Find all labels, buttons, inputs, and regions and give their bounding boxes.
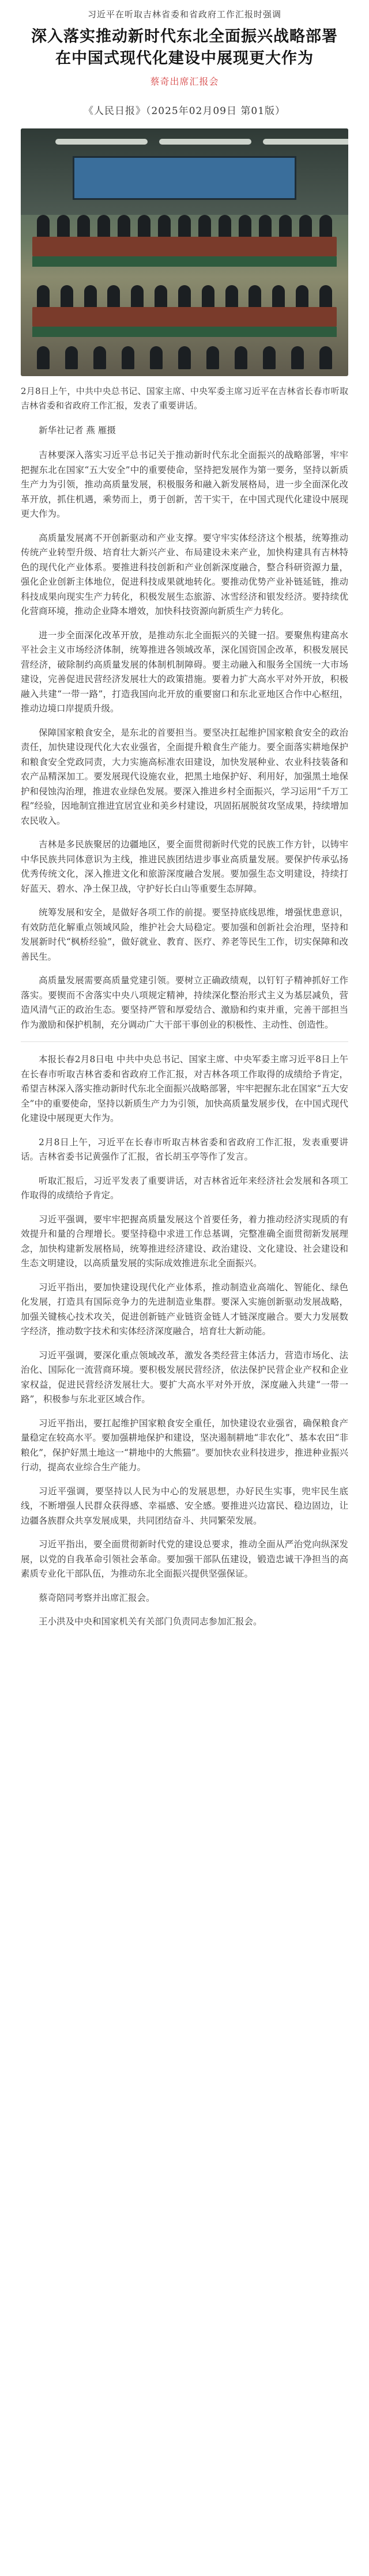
article-paragraph: 高质量发展需要高质量党建引领。要树立正确政绩观，以钉钉子精神抓好工作落实。要锲而不舍落实中央八项规定精神，持续深化整治形式主义为基层减负，营造风清气正的政治生态。要坚持严管和厚爱结合、激励和约束并重，完善干部担当作为激励和保护机制，充分调动广大干部干事创业的积极性、主动性、创造性。: [21, 975, 348, 1030]
photo-table-cloth: [32, 256, 337, 267]
article-paragraph: 习近平强调，要牢牢把握高质量发展这个首要任务，着力推动经济实现质的有效提升和量的合理增长。要坚持稳中求进工作总基调，完整准确全面贯彻新发展理念，加快构建新发展格局，统筹推进经济建设、政治建设、文化建设、社会建设和生态文明建设，以高质量发展的实际成效推进东北全面振兴。: [21, 1214, 348, 1268]
publication-source: 《人民日报》（2025年02月09日 第01版）: [83, 105, 286, 117]
article-paragraph: 进一步全面深化改革开放，是推动东北全面振兴的关键一招。要聚焦构建高水平社会主义市场经济体制，统筹推进各领域改革，深化国资国企改革，积极发展民营经济，破除制约高质量发展的体制机制障碍。要主动融入和服务全国统一大市场建设，完善促进民营经济发展壮大的政策措施。要着力扩大高水平对外开放，积极融入共建“一带一路”，打造我国向北开放的重要窗口和东北亚地区合作中心枢纽，推动边境口岸提质升级。: [21, 630, 348, 714]
article-paragraph: 保障国家粮食安全，是东北的首要担当。要坚决扛起维护国家粮食安全的政治责任，加快建设现代化大农业强省，全面提升粮食生产能力。要全面落实耕地保护和粮食安全党政同责，大力实施高标准农田建设，加快发展种业、农业科技装备和农产品精深加工。要发展现代设施农业，把黑土地保护好、利用好，加强黑土地保护和侵蚀沟治理，推进农业绿色发展。要深入推进乡村全面振兴，学习运用“千万工程”经验，因地制宜推进宜居宜业和美乡村建设，巩固拓展脱贫攻坚成果，持续增加农民收入。: [21, 727, 348, 826]
article-paragraph: 2月8日上午，习近平在长春市听取吉林省委和省政府工作汇报，发表重要讲话。吉林省委书记黄强作了汇报，省长胡玉亭等作了发言。: [21, 1137, 348, 1162]
photo-ceiling-light: [263, 139, 348, 145]
article-paragraph: 蔡奇陪同考察并出席汇报会。: [39, 1592, 155, 1603]
article-paragraph: 高质量发展离不开创新驱动和产业支撑。要守牢实体经济这个根基，统筹推动传统产业转型升级、培育壮大新兴产业、布局建设未来产业，加快构建具有吉林特色的现代化产业体系。要推进科技创新和产业创新深度融合，整合科研资源力量，强化企业创新主体地位，促进科技成果就地转化。要推动优势产业补链延链，推动科技成果向现实生产力转化，积极发展生态旅游、冰雪经济和银发经济。要持续优化营商环境，推动企业降本增效，加快科技资源向新质生产力转化。: [21, 532, 348, 616]
headline-line-1: 深入落实推动新时代东北全面振兴战略部署: [31, 28, 338, 46]
photo-ceiling-light: [159, 139, 251, 145]
photo-screen: [73, 156, 296, 200]
article-paragraph: 习近平强调，要深化重点领域改革，激发各类经营主体活力，营造市场化、法治化、国际化一流营商环境。要积极发展民营经济，依法保护民营企业产权和企业家权益，促进民营经济发展壮大。要扩大高水平对外开放，深度融入共建“一带一路”，积极参与东北亚区域合作。: [21, 1350, 348, 1404]
article-paragraph: 王小洪及中央和国家机关有关部门负责同志参加汇报会。: [39, 1616, 262, 1627]
photo-attendee-row: [37, 215, 332, 238]
article-paragraph: 习近平指出，要扛起维护国家粮食安全重任，加快建设农业强省，确保粮食产量稳定在较高水平。要加强耕地保护和建设，坚决遏制耕地“非农化”、基本农田“非粮化”，保护好黑土地这一“耕地中的大熊猫”。要加快农业科技进步，推进种业振兴行动，提高农业综合生产能力。: [21, 1418, 348, 1472]
photo-table-cloth: [32, 327, 337, 337]
article-headline: [21, 26, 348, 70]
photo-attendee-row: [37, 285, 332, 308]
news-photo: [21, 128, 348, 376]
article-paragraph: 习近平指出，要加快建设现代化产业体系，推动制造业高端化、智能化、绿色化发展，打造具有国际竞争力的先进制造业集群。要深入实施创新驱动发展战略，加强关键核心技术攻关，促进创新链产业链资金链人才链深度融合。要大力发展数字经济，推动数字技术和实体经济深度融合，培育壮大新动能。: [21, 1282, 348, 1336]
article-paragraph: 统筹发展和安全，是做好各项工作的前提。要坚持底线思维，增强忧患意识，有效防范化解重点领域风险，维护社会大局稳定。要加强和创新社会治理，坚持和发展新时代“枫桥经验”，做好就业、教育、医疗、养老等民生工作，切实保障和改善民生。: [21, 907, 348, 962]
article-paragraph: 习近平强调，要坚持以人民为中心的发展思想，办好民生实事，兜牢民生底线，不断增强人民群众获得感、幸福感、安全感。要推进兴边富民、稳边固边，让边疆各族群众共享发展成果，共同团结奋斗、共同繁荣发展。: [21, 1486, 348, 1526]
photo-table: [32, 307, 337, 327]
article-paragraph: 吉林要深入落实习近平总书记关于推动新时代东北全面振兴的战略部署，牢牢把握东北在国家“五大安全”中的重要使命，坚持把发展作为第一要务，坚持以新质生产力为引领，推动高质量发展，积极服务和融入新发展格局，进一步全面深化改革开放，抓住机遇，乘势而上，勇于创新，苦干实干，在中国式现代化建设中展现更大作为。: [21, 450, 348, 519]
article-byline: 蔡奇出席汇报会: [150, 76, 219, 87]
section-divider: [21, 1041, 348, 1042]
headline-line-2: 在中国式现代化建设中展现更大作为: [55, 50, 314, 67]
photo-caption: 2月8日上午，中共中央总书记、国家主席、中央军委主席习近平在吉林省长春市听取吉林省委和省政府工作汇报，发表了重要讲话。: [21, 386, 348, 411]
article-paragraph: 习近平指出，要全面贯彻新时代党的建设总要求，推动全面从严治党向纵深发展，以党的自我革命引领社会革命。要加强干部队伍建设，锻造忠诚干净担当的高素质专业化干部队伍，为推动东北全面振兴提供坚强保证。: [21, 1539, 348, 1579]
article-paragraph: 听取汇报后，习近平发表了重要讲话，对吉林省近年来经济社会发展和各项工作取得的成绩给予肯定。: [21, 1175, 348, 1200]
article-paragraph: 本报长春2月8日电 中共中央总书记、国家主席、中央军委主席习近平8日上午在长春市听取吉林省委和省政府工作汇报，对吉林各项工作取得的成绩给予肯定，希望吉林深入落实推动新时代东北全面振兴战略部署，牢牢把握东北在国家“五大安全”中的重要使命，坚持以新质生产力为引领，加快高质量发展步伐，在中国式现代化建设中展现更大作为。: [21, 1054, 348, 1123]
photo-attendee-row: [37, 346, 332, 369]
photo-table: [32, 237, 337, 256]
article-paragraph: 吉林是多民族聚居的边疆地区，要全面贯彻新时代党的民族工作方针，以铸牢中华民族共同体意识为主线，推进民族团结进步事业高质量发展。要保护传承弘扬优秀传统文化，深入推进文化和旅游深度融合发展。要加强生态文明建设，持续打好蓝天、碧水、净土保卫战，守护好长白山等重要生态屏障。: [21, 839, 348, 894]
photo-ceiling-light: [55, 139, 148, 145]
photo-credit: 新华社记者 燕 雁摄: [39, 425, 116, 435]
article-kicker: 习近平在听取吉林省委和省政府工作汇报时强调: [87, 9, 281, 20]
